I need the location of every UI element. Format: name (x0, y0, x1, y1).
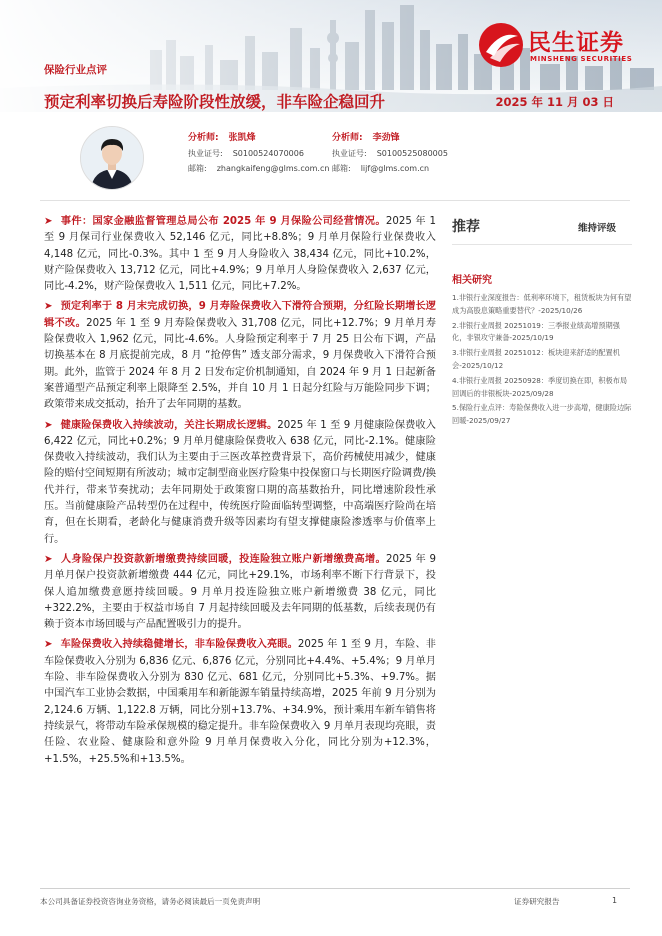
paragraph-heading: 预定利率于 8 月末完成切换，9 月寿险保费收入下滑符合预期，分红险长期增长逻辑不改。 (44, 301, 436, 329)
related-research-item[interactable]: 4.非银行业周报 20250928：季度切换在即，积极布局回调后的非银板块-2025/09/28 (452, 375, 628, 398)
footer-disclaimer: 本公司具备证券投资咨询业务资格，请务必阅读最后一页免责声明 (40, 897, 261, 906)
bullet-arrow-icon: ➤ (44, 639, 53, 651)
analyst-1-email[interactable]: zhangkaifeng@glms.com.cn (216, 164, 330, 173)
analyst-2-email[interactable]: lijf@glms.com.cn (360, 164, 430, 173)
related-research-item[interactable]: 3.非银行业周报 20251012：板块迎来舒适的配置机会-2025/10/12 (452, 348, 620, 370)
paragraph-life-insurance (44, 299, 436, 413)
analyst-2-name: 李劲锋 (372, 133, 400, 143)
paragraph-text: 2025 年 1 至 9 月保司行业保费收入 52,146 亿元，同比+8.8%；9 月单月保险行业保费收入 4,148 亿元，同比-0.3%。其中 1 至 9 月人身险收入 38,434 亿元，同比+10.2%，财产险保费收入 13,712 亿元，同比+4.9%；9 月单月人身险保费收入 2,637 亿元，同比-4.2%，财产险保费收入 1,511 亿元，同比+7.2%。 (44, 216, 436, 293)
analyst-1-cert-label: 执业证号: (188, 149, 223, 158)
bullet-arrow-icon: ➤ (44, 301, 53, 313)
header-divider (40, 200, 630, 201)
paragraph-heading: 事件：国家金融监督管理总局公布 2025 年 9 月保险公司经营情况。 (60, 216, 386, 227)
analyst-1-role: 分析师: (188, 133, 219, 143)
report-date: 2025 年 11 月 03 日 (495, 95, 614, 109)
paragraph-heading: 车险保费收入持续稳健增长，非车险保费收入亮眼。 (60, 639, 298, 651)
bullet-arrow-icon: ➤ (44, 216, 53, 227)
paragraph-text: 2025 年 1 至 9 月寿险保费收入 31,708 亿元，同比+12.7%；9 月单月寿险保费收入 1,962 亿元，同比-4.6%。人身险预定利率于 7 月 25 日公布下调，产品切换基本在 8 月底提前完成，8 月 “抢停售” 透支部分需求，9 月保费收入下滑符合预期。此外，监管于 2024 年 8 月 2 日发布定价机制通知，自 2024 年 9 月 1 日起新备案普通型产品预定利率上限降至 2.5%，并自 10 月 1 日起分红险与万能险同步下调；政策带来成交抵动，抬升了去年同期的基数。 (44, 317, 437, 411)
paragraph-event (44, 214, 436, 295)
bullet-arrow-icon: ➤ (44, 553, 53, 565)
minsheng-logo (478, 22, 648, 68)
paragraph-investment-deposits (44, 552, 436, 633)
related-research-title: 相关研究 (452, 275, 492, 286)
analyst-1-cert: S0100524070006 (232, 149, 304, 158)
paragraph-text: 2025 年 1 至 9 月健康险保费收入 6,422 亿元，同比+0.2%；9 月单月健康险保费收入 638 亿元，同比-2.1%。健康险保费收入持续波动，我们认为主要由于三医改革控费背景下，高价药械使用减少，健康险的赔付空间短期有所波动；城市定制型商业医疗险集中投保窗口与长期医疗险调费/换代并行，带来节奏扰动；去年同期处于政策窗口期的高基数抬升，同比增速阶段性承压。当前健康险产品转型仍在过程中，传统医疗险面临转型调整，中高端医疗险尚在培育，但在长期看，老龄化与健康消费升级等因素均有望支撑健康险渗透率与价值率上行。 (44, 419, 436, 545)
footer-divider (40, 888, 630, 889)
minsheng-logo-icon (478, 22, 524, 68)
paragraph-heading: 人身险保户投资款新增缴费持续回暖，投连险独立账户新增缴费高增。 (60, 553, 387, 565)
related-research-item[interactable]: 1.非银行业深度报告：低利率环境下，租赁板块为何有望成为高股息策略重要替代？-2025/10/26 (452, 293, 632, 315)
bullet-arrow-icon: ➤ (44, 419, 53, 431)
paragraph-auto-insurance (44, 637, 436, 767)
recommendation: 推荐 (452, 219, 480, 235)
analyst-2-cert-label: 执业证号: (332, 149, 367, 158)
logo-text-cn: 民生证券 (528, 30, 624, 56)
analyst-1-name: 张凯烽 (228, 133, 256, 143)
report-category: 保险行业点评 (44, 64, 107, 76)
analyst-2-cert: S0100525080005 (376, 149, 448, 158)
logo-text-en: MINSHENG SECURITIES (530, 55, 633, 63)
analyst-avatar (80, 126, 144, 190)
avatar-photo-icon (81, 127, 143, 189)
analyst-1-email-label: 邮箱: (188, 164, 207, 173)
sidebar (452, 210, 632, 430)
related-research-item[interactable]: 2.非银行业周报 20251019：三季报业绩高增预期强化，非银攻守兼备-2025/10/19 (452, 320, 620, 343)
analyst-2-role: 分析师: (332, 133, 363, 143)
analyst-2 (332, 130, 448, 176)
paragraph-heading: 健康险保费收入持续波动，关注长期成长逻辑。 (60, 419, 278, 431)
report-title: 预定利率切换后寿险阶段性放缓，非车险企稳回升 (44, 93, 386, 111)
paragraph-text: 2025 年 1 至 9 月，车险、非车险保费收入分别为 6,836 亿元、6,876 亿元，分别同比+4.4%、+5.4%；9 月单月车险、非车险保费收入分别为 830 亿元、681 亿元，分别同比+5.3%、+9.7%。据中国汽车工业协会数据，中国乘用车和新能源车销量持续高增，2025 年前 9 月分别为 2,124.6 万辆、1,122.8 万辆，同比分别+13.7%、+34.9%，预计乘用车新车销售将持续景气，将带动车险承保规模的稳定提升。非车险保费收入 9 月单月表现均亮眼，责任险、农业险、健康险和意外险 9 月单月保费收入分化，同比分别为+12.3%，+1.5%，+25.5%和+13.5%。 (44, 639, 436, 765)
related-research-item[interactable]: 5.保险行业点评：寿险保费收入进一步高增，健康险边际回暖-2025/09/27 (452, 403, 632, 426)
rating-box (452, 210, 632, 245)
paragraph-text: 2025 年 9 月单月保户投资款新增缴费 444 亿元，同比+29.1%，市场利率不断下行背景下，投保人追加缴费意愿持续回暖。9 月单月投连险独立账户新增缴费 38 亿元，同比+322.2%，主要由于权益市场自 7 月起持续回暖及去年同期的低基数，后续表现仍有赖于资本市场回暖与产品配置吸引力的提升。 (44, 553, 436, 631)
footer-report-type: 证券研究报告 (514, 897, 560, 906)
report-body (44, 214, 436, 772)
analyst-1 (188, 130, 329, 176)
related-research-list (452, 292, 632, 428)
rating-status: 维持评级 (577, 223, 616, 234)
paragraph-health-insurance (44, 418, 436, 548)
page-number: 1 (612, 896, 618, 905)
analyst-2-email-label: 邮箱: (332, 164, 351, 173)
